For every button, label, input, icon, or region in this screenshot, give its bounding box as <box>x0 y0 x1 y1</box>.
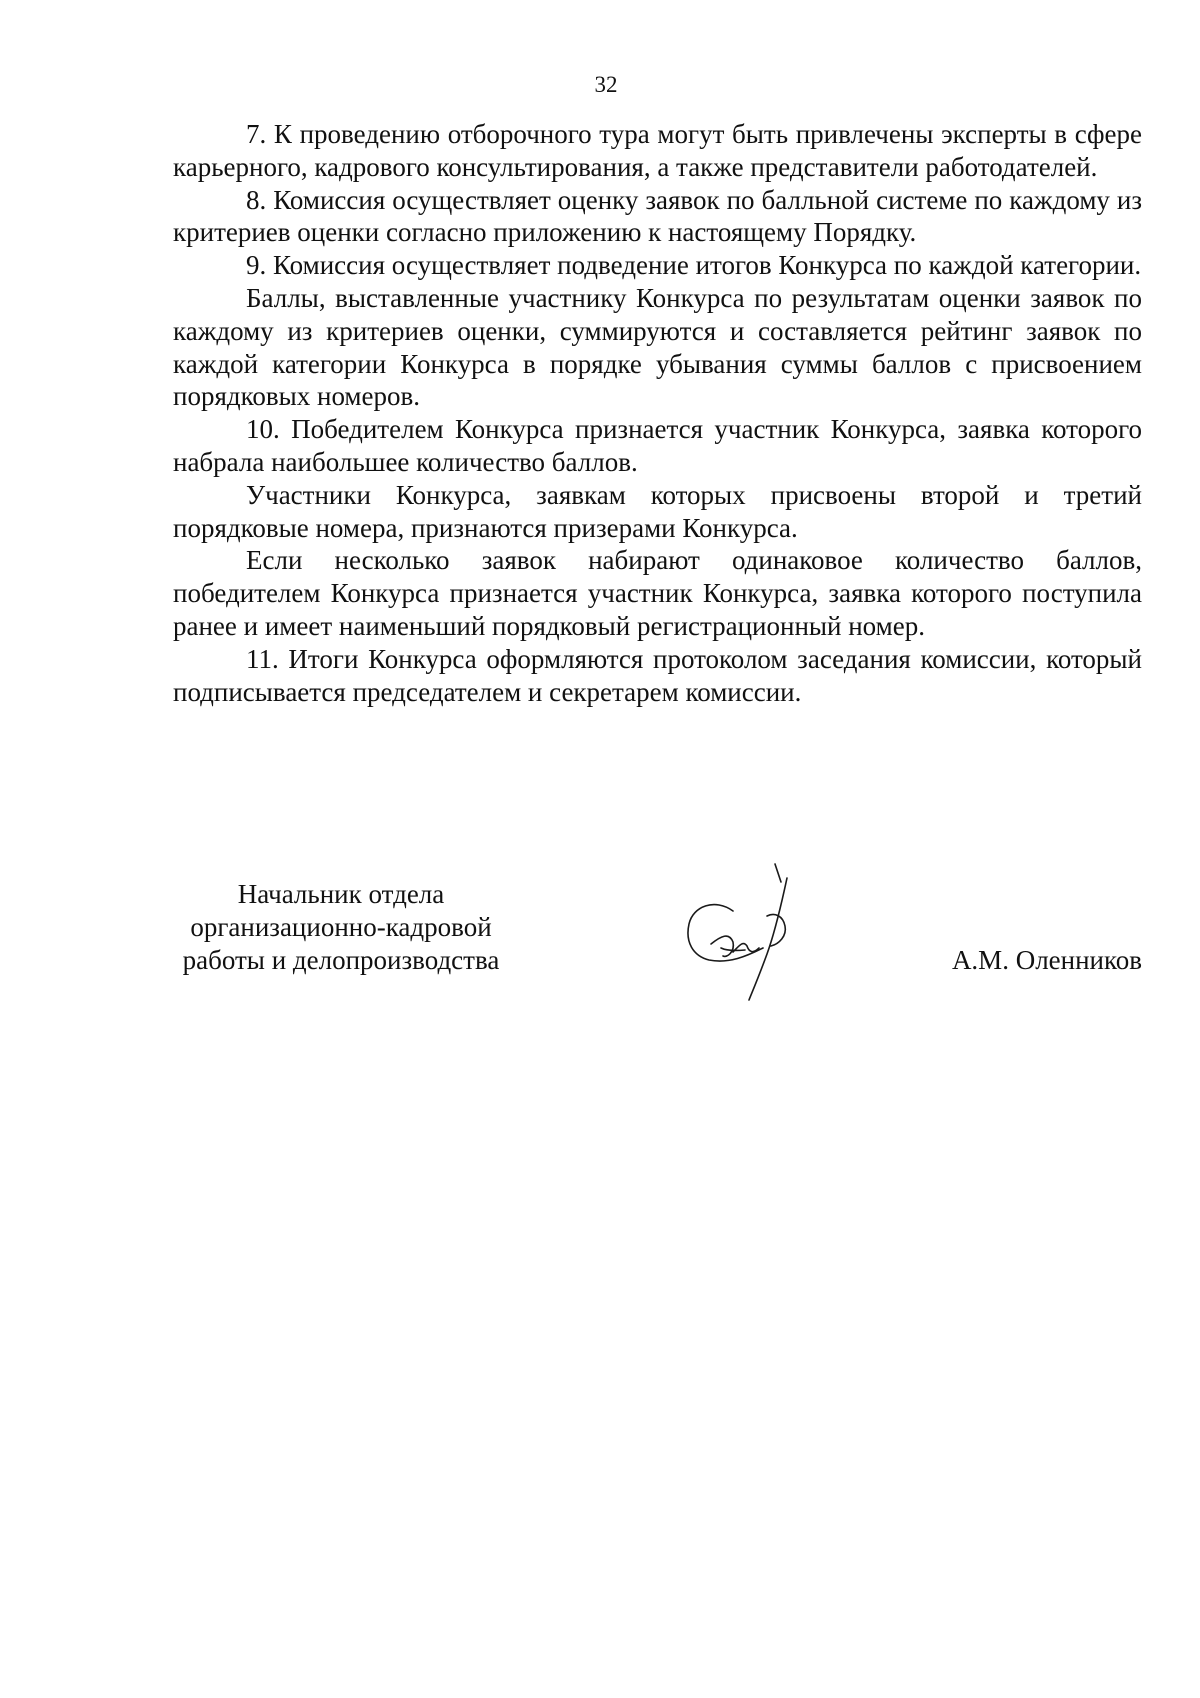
signer-name: А.М. Оленников <box>951 944 1142 975</box>
paragraph-scoring: Баллы, выставленные участнику Конкурса по результатам оценки заявок по каждому из критериев оценки, суммируются и составляется рейтинг заявок по каждой категории Конкурса в порядке убывания суммы баллов с присвоением порядковых номеров. <box>173 282 1142 412</box>
signature-block <box>173 878 1142 1018</box>
paragraph-prize-winners: Участники Конкурса, заявкам которых присвоены второй и третий порядковые номера, признаются призерами Конкурса. <box>173 479 1142 543</box>
paragraph-item-9: 9. Комиссия осуществляет подведение итогов Конкурса по каждой категории. <box>246 250 1142 281</box>
signer-position-line: организационно-кадровой <box>190 911 492 942</box>
signer-position-line: работы и делопроизводства <box>182 944 500 975</box>
signer-position <box>173 878 509 976</box>
paragraph-item-7: 7. К проведению отборочного тура могут быть привлечены эксперты в сфере карьерного, кадрового консультирования, а также представители работодателей. <box>173 119 1142 182</box>
paragraph-item-8: 8. Комиссия осуществляет оценку заявок по балльной системе по каждому из критериев оценки согласно приложению к настоящему Порядку. <box>173 184 1142 248</box>
paragraph-item-10: 10. Победителем Конкурса признается участник Конкурса, заявка которого набрала наибольшее количество баллов. <box>173 414 1142 477</box>
paragraph-tie-break: Если несколько заявок набирают одинаковое количество баллов, победителем Конкурса признается участник Конкурса, заявка которого поступила ранее и имеет наименьший порядковый регистрационный номер. <box>173 545 1142 641</box>
handwritten-signature <box>663 856 823 1006</box>
page-number: 32 <box>594 72 618 97</box>
paragraph-item-11: 11. Итоги Конкурса оформляются протоколом заседания комиссии, который подписывается председателем и секретарем комиссии. <box>173 643 1142 707</box>
document-body <box>173 118 1142 708</box>
signer-position-line: Начальник отдела <box>237 879 445 909</box>
